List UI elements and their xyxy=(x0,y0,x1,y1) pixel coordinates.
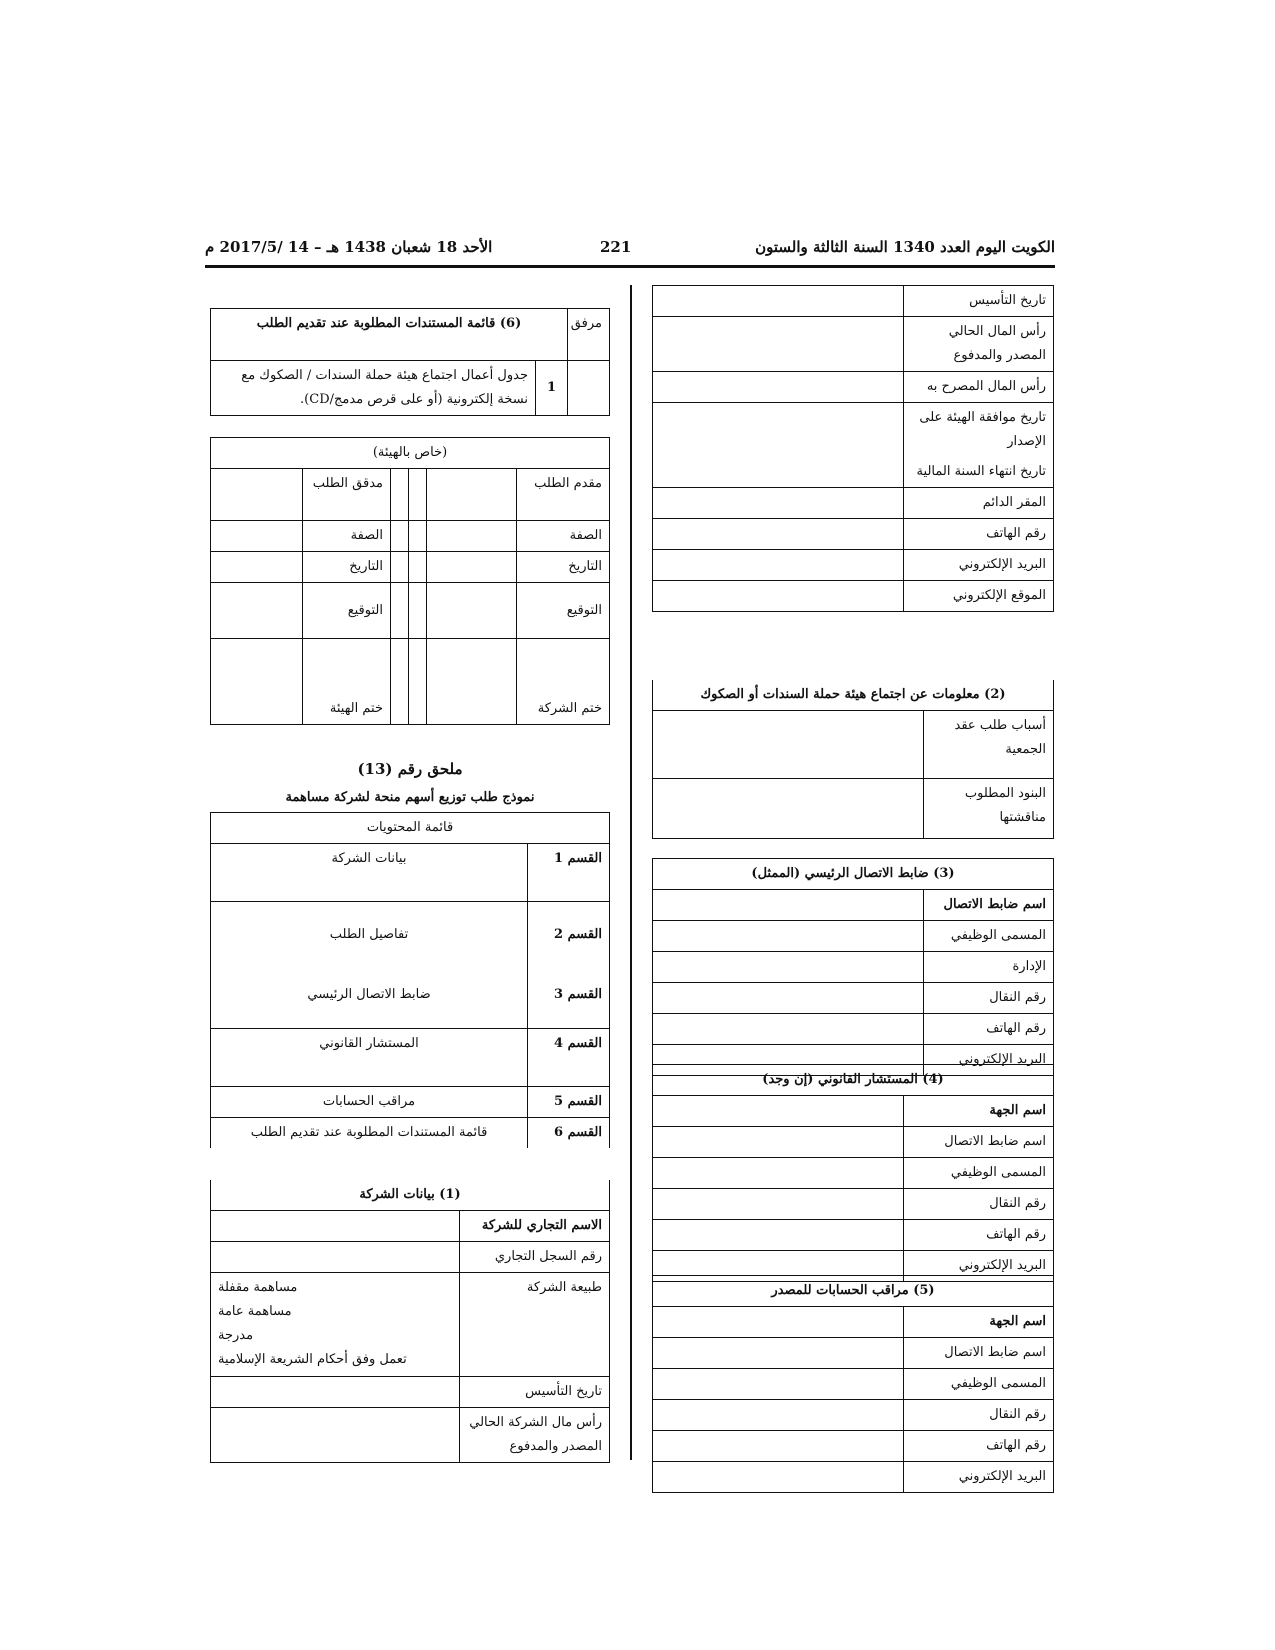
authority-table xyxy=(210,437,610,725)
applicant-capacity: الصفة xyxy=(517,521,610,552)
company-type-options xyxy=(211,1273,460,1377)
contact-name-label: اسم ضابط الاتصال xyxy=(904,1338,1054,1369)
contents-section-text: تفاصيل الطلب xyxy=(329,927,409,942)
contact-name-label: اسم ضابط الاتصال xyxy=(924,890,1054,921)
row1-text: جدول أعمال اجتماع هيئة حملة السندات / الصكوك مع نسخة إلكترونية (أو على قرص مدمج/CD). xyxy=(211,361,536,416)
contents-section-text: بيانات الشركة xyxy=(211,844,528,902)
column-divider xyxy=(630,285,632,1460)
section2-table xyxy=(652,680,1054,839)
reviewer-capacity: الصفة xyxy=(303,521,391,552)
contents-section-label: القسم 5 xyxy=(528,1087,610,1118)
applicant-signature: التوقيع xyxy=(517,583,610,639)
applicant-date: التاريخ xyxy=(517,552,610,583)
info-label: تاريخ موافقة الهيئة على الإصدار xyxy=(904,403,1054,458)
cr-number-label: رقم السجل التجاري xyxy=(460,1242,610,1273)
section4-title: (4) المستشار القانوني (إن وجد) xyxy=(653,1065,1054,1096)
email-label: البريد الإلكتروني xyxy=(904,1462,1054,1493)
phone-label: رقم الهاتف xyxy=(924,1014,1054,1045)
section5-title: (5) مراقب الحسابات للمصدر xyxy=(653,1276,1054,1307)
info-label: رقم الهاتف xyxy=(904,519,1054,550)
company-type-option: مساهمة مقفلة xyxy=(218,1280,298,1295)
info-label: تاريخ التأسيس xyxy=(904,286,1054,317)
info-label: رأس المال الحالي المصدر والمدفوع xyxy=(904,317,1054,372)
header-rule xyxy=(205,265,1055,268)
phone-label: رقم الهاتف xyxy=(904,1431,1054,1462)
section5-table xyxy=(652,1275,1054,1493)
row1-attach-cell xyxy=(568,361,610,416)
contents-section-label-2-3 xyxy=(528,902,610,1029)
items-label: البنود المطلوب مناقشتها xyxy=(924,779,1054,839)
authority-seal: ختم الهيئة xyxy=(303,639,391,725)
attach-header: مرفق xyxy=(568,309,610,361)
section6-table xyxy=(210,308,610,416)
job-title-label: المسمى الوظيفي xyxy=(904,1158,1054,1189)
job-title-label: المسمى الوظيفي xyxy=(904,1369,1054,1400)
job-title-label: المسمى الوظيفي xyxy=(924,921,1054,952)
info-label: المقر الدائم xyxy=(904,488,1054,519)
company-type-option: مساهمة عامة xyxy=(218,1304,292,1319)
contents-section-label: القسم 4 xyxy=(528,1029,610,1087)
contents-section-label: القسم 1 xyxy=(528,844,610,902)
contents-section-text-2-3 xyxy=(211,902,528,1029)
trade-name-value xyxy=(211,1211,460,1242)
mobile-label: رقم النقال xyxy=(904,1189,1054,1220)
contact-name-label: اسم ضابط الاتصال xyxy=(904,1127,1054,1158)
info-label: الموقع الإلكتروني xyxy=(904,581,1054,612)
entity-name-label: اسم الجهة xyxy=(904,1096,1054,1127)
mobile-label: رقم النقال xyxy=(904,1400,1054,1431)
founding-date-value xyxy=(211,1377,460,1408)
capital-label: رأس مال الشركة الحالي المصدر والمدفوع xyxy=(460,1408,610,1463)
section3-title: (3) ضابط الاتصال الرئيسي (الممثل) xyxy=(653,859,1054,890)
section1-title: (1) بيانات الشركة xyxy=(211,1180,610,1211)
contents-section-text: مراقب الحسابات xyxy=(211,1087,528,1118)
contents-table xyxy=(210,812,610,1148)
section6-title: (6) قائمة المستندات المطلوبة عند تقديم الطلب xyxy=(211,309,568,361)
contents-section-label: القسم 3 xyxy=(554,987,602,1002)
company-type-option: تعمل وفق أحكام الشريعة الإسلامية xyxy=(218,1352,407,1367)
contents-section-text: المستشار القانوني xyxy=(211,1029,528,1087)
info-label: البريد الإلكتروني xyxy=(904,550,1054,581)
authority-title: (خاص بالهيئة) xyxy=(211,438,610,469)
phone-label: رقم الهاتف xyxy=(904,1220,1054,1251)
company-info-table xyxy=(652,285,1054,612)
contents-section-text: ضابط الاتصال الرئيسي xyxy=(307,987,431,1002)
annex-title: ملحق رقم (13) xyxy=(357,760,463,778)
row1-number: 1 xyxy=(536,361,568,416)
mobile-label: رقم النقال xyxy=(924,983,1054,1014)
section1-table xyxy=(210,1180,610,1463)
cr-number-value xyxy=(211,1242,460,1273)
capital-value xyxy=(211,1408,460,1463)
contents-section-label: القسم 2 xyxy=(554,927,602,942)
info-label: تاريخ انتهاء السنة المالية xyxy=(904,457,1054,488)
company-type-label: طبيعة الشركة xyxy=(460,1273,610,1377)
reviewer-date: التاريخ xyxy=(303,552,391,583)
section3-table xyxy=(652,858,1054,1076)
issue-date: الأحد 18 شعبان 1438 هـ – 14 /2017/5 م xyxy=(205,238,493,256)
page-number: 221 xyxy=(600,238,632,256)
info-label: رأس المال المصرح به xyxy=(904,372,1054,403)
email-label: البريد الإلكتروني xyxy=(904,1251,1054,1282)
page-header xyxy=(205,238,1055,262)
reasons-label: أسباب طلب عقد الجمعية xyxy=(924,711,1054,779)
reviewer-signature: التوقيع xyxy=(303,583,391,639)
section4-table xyxy=(652,1064,1054,1282)
publication-title: الكويت اليوم العدد 1340 السنة الثالثة والستون xyxy=(755,238,1055,256)
email-label: البريد الإلكتروني xyxy=(924,1045,1054,1076)
entity-name-label: اسم الجهة xyxy=(904,1307,1054,1338)
reviewer-value xyxy=(211,469,303,521)
annex-subtitle: نموذج طلب توزيع أسهم منحة لشركة مساهمة xyxy=(285,790,535,805)
department-label: الإدارة xyxy=(924,952,1054,983)
applicant-label: مقدم الطلب xyxy=(517,469,610,521)
contents-section-text: قائمة المستندات المطلوبة عند تقديم الطلب xyxy=(211,1118,528,1149)
applicant-value xyxy=(427,469,517,521)
founding-date-label: تاريخ التأسيس xyxy=(460,1377,610,1408)
section2-title: (2) معلومات عن اجتماع هيئة حملة السندات أو الصكوك xyxy=(653,680,1054,711)
company-type-option: مدرجة xyxy=(218,1328,254,1343)
trade-name-label: الاسم التجاري للشركة xyxy=(460,1211,610,1242)
reviewer-label: مدقق الطلب xyxy=(303,469,391,521)
contents-section-label: القسم 6 xyxy=(528,1118,610,1149)
company-seal: ختم الشركة xyxy=(517,639,610,725)
contents-title: قائمة المحتويات xyxy=(211,813,610,844)
